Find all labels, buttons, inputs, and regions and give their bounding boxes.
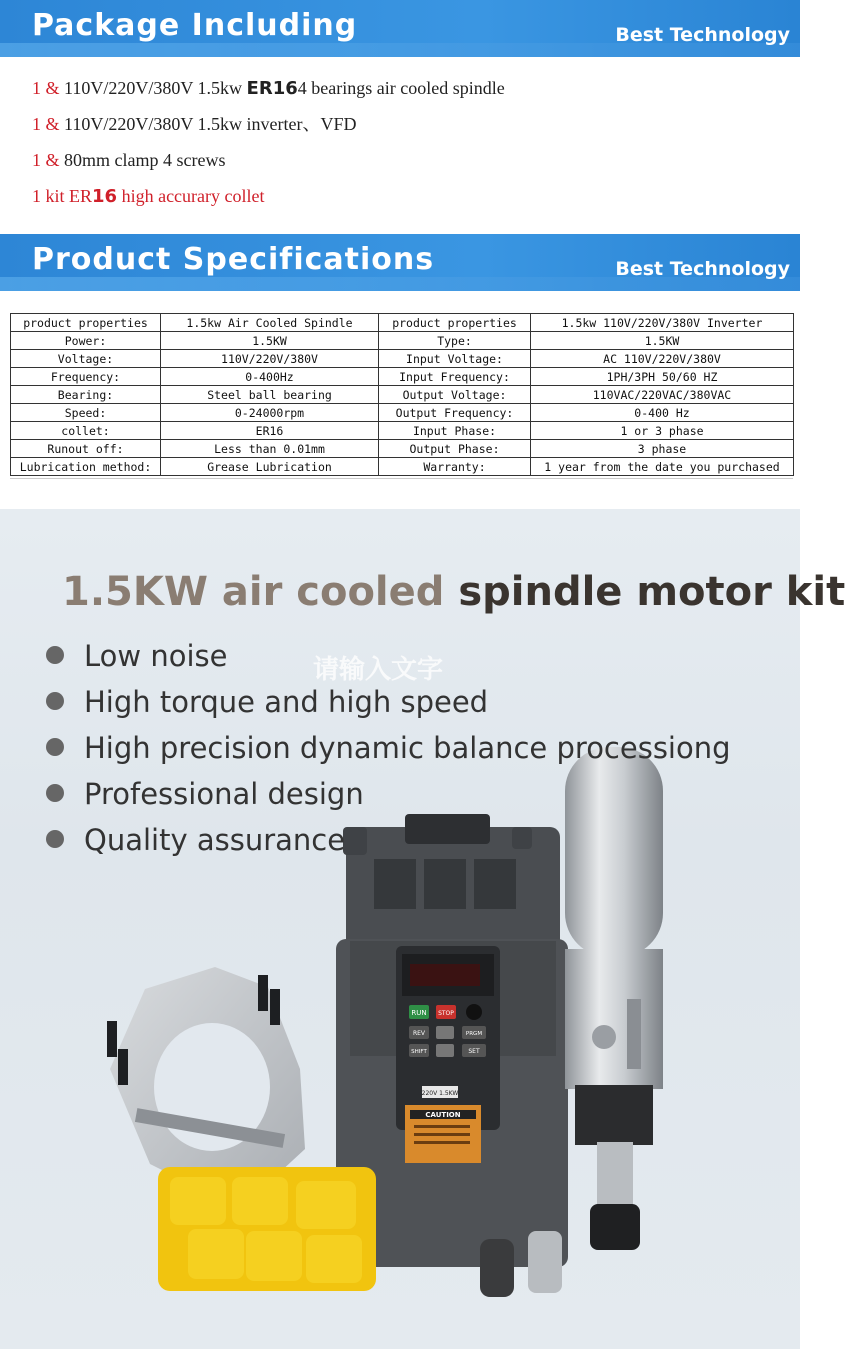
product-illustration bbox=[0, 509, 800, 1349]
bullet-icon bbox=[46, 830, 64, 848]
watermark-text: 请输入文字 bbox=[313, 655, 444, 685]
divider bbox=[10, 478, 793, 479]
specifications-table bbox=[10, 313, 794, 476]
table-cell: 1.5kw Air Cooled Spindle bbox=[161, 314, 379, 332]
table-cell: 1.5KW bbox=[161, 332, 379, 350]
table-cell: 0-24000rpm bbox=[161, 404, 379, 422]
feature-item bbox=[46, 685, 488, 719]
table-cell: Input Voltage: bbox=[379, 350, 531, 368]
item-bold: 16 bbox=[92, 186, 118, 207]
hero-section bbox=[0, 509, 845, 1349]
package-item bbox=[32, 106, 505, 142]
table-cell: Output Phase: bbox=[379, 440, 531, 458]
table-cell: Bearing: bbox=[11, 386, 161, 404]
table-cell: Input Frequency: bbox=[379, 368, 531, 386]
table-cell: 1PH/3PH 50/60 HZ bbox=[531, 368, 794, 386]
table-cell: Grease Lubrication bbox=[161, 458, 379, 476]
package-list bbox=[32, 70, 505, 214]
table-row bbox=[11, 422, 794, 440]
table-row bbox=[11, 458, 794, 476]
item-text: 80mm clamp 4 screws bbox=[59, 150, 226, 170]
package-item bbox=[32, 142, 505, 178]
bullet-icon bbox=[46, 784, 64, 802]
hero-title-a: 1.5KW air cooled bbox=[62, 569, 459, 615]
run-label: RUN bbox=[411, 1009, 427, 1017]
collet-set bbox=[158, 1167, 376, 1291]
table-row bbox=[11, 350, 794, 368]
speed-knob[interactable] bbox=[466, 1004, 482, 1020]
table-cell: 1.5KW bbox=[531, 332, 794, 350]
table-cell: Warranty: bbox=[379, 458, 531, 476]
table-cell: 110VAC/220VAC/380VAC bbox=[531, 386, 794, 404]
table-cell: Output Frequency: bbox=[379, 404, 531, 422]
feature-text: Low noise bbox=[84, 639, 228, 673]
down-button[interactable] bbox=[436, 1044, 454, 1057]
specifications-banner bbox=[0, 234, 800, 291]
table-cell: Type: bbox=[379, 332, 531, 350]
table-header-row bbox=[11, 314, 794, 332]
table-cell: Input Phase: bbox=[379, 422, 531, 440]
prgm-label: PRGM bbox=[465, 1031, 483, 1037]
table-cell: collet: bbox=[11, 422, 161, 440]
table-cell: Runout off: bbox=[11, 440, 161, 458]
table-cell: Lubrication method: bbox=[11, 458, 161, 476]
bullet-icon bbox=[46, 738, 64, 756]
table-cell: 1 year from the date you purchased bbox=[531, 458, 794, 476]
feature-item bbox=[46, 777, 364, 811]
item-text: high accurary collet bbox=[117, 186, 265, 206]
stop-label: STOP bbox=[438, 1010, 454, 1017]
specifications-title: Product Specifications bbox=[32, 242, 435, 277]
table-cell: Less than 0.01mm bbox=[161, 440, 379, 458]
table-cell: product properties bbox=[11, 314, 161, 332]
table-cell: AC 110V/220V/380V bbox=[531, 350, 794, 368]
table-row bbox=[11, 386, 794, 404]
table-cell: Steel ball bearing bbox=[161, 386, 379, 404]
table-cell: Voltage: bbox=[11, 350, 161, 368]
table-cell: 1.5kw 110V/220V/380V Inverter bbox=[531, 314, 794, 332]
up-button[interactable] bbox=[436, 1026, 454, 1039]
spindle-motor bbox=[565, 747, 663, 1250]
table-cell: 3 phase bbox=[531, 440, 794, 458]
table-cell: Output Voltage: bbox=[379, 386, 531, 404]
package-item bbox=[32, 178, 505, 214]
caution-label: CAUTION bbox=[425, 1111, 461, 1119]
item-bold: ER16 bbox=[246, 78, 298, 99]
table-cell: 0-400Hz bbox=[161, 368, 379, 386]
item-text: 1 kit ER bbox=[32, 186, 93, 206]
feature-item bbox=[46, 639, 227, 673]
package-subtitle: Best Technology bbox=[615, 24, 790, 46]
bullet-icon bbox=[46, 692, 64, 710]
item-text: 110V/220V/380V 1.5kw inverter、VFD bbox=[59, 114, 357, 134]
table-cell: 0-400 Hz bbox=[531, 404, 794, 422]
hero-title bbox=[62, 569, 845, 615]
table-cell: Speed: bbox=[11, 404, 161, 422]
feature-text: High torque and high speed bbox=[84, 685, 489, 719]
item-text: 110V/220V/380V 1.5kw bbox=[59, 78, 247, 98]
bullet-icon bbox=[46, 646, 64, 664]
feature-text: Quality assurance bbox=[84, 823, 346, 857]
specifications-subtitle: Best Technology bbox=[615, 258, 790, 280]
package-item bbox=[32, 70, 505, 106]
hero-title-b: spindle motor kit bbox=[458, 569, 845, 615]
item-text: 4 bearings air cooled spindle bbox=[297, 78, 505, 98]
feature-text: Professional design bbox=[84, 777, 364, 811]
quantity: 1 & bbox=[32, 150, 60, 170]
shift-label: SHIFT bbox=[411, 1049, 427, 1055]
feature-text: High precision dynamic balance processiong bbox=[84, 731, 731, 765]
quantity: 1 & bbox=[32, 78, 60, 98]
package-banner bbox=[0, 0, 800, 57]
feature-item bbox=[46, 823, 345, 857]
package-title: Package Including bbox=[32, 8, 358, 43]
table-cell: Frequency: bbox=[11, 368, 161, 386]
table-cell: ER16 bbox=[161, 422, 379, 440]
table-cell: Power: bbox=[11, 332, 161, 350]
table-row bbox=[11, 368, 794, 386]
table-cell: 110V/220V/380V bbox=[161, 350, 379, 368]
set-label: SET bbox=[468, 1048, 480, 1055]
feature-item bbox=[46, 731, 731, 765]
table-row bbox=[11, 332, 794, 350]
quantity: 1 & bbox=[32, 114, 60, 134]
rating-label: 220V 1.5KW bbox=[421, 1090, 459, 1097]
table-row bbox=[11, 404, 794, 422]
table-row bbox=[11, 440, 794, 458]
rev-label: REV bbox=[412, 1030, 426, 1037]
table-cell: 1 or 3 phase bbox=[531, 422, 794, 440]
table-cell: product properties bbox=[379, 314, 531, 332]
